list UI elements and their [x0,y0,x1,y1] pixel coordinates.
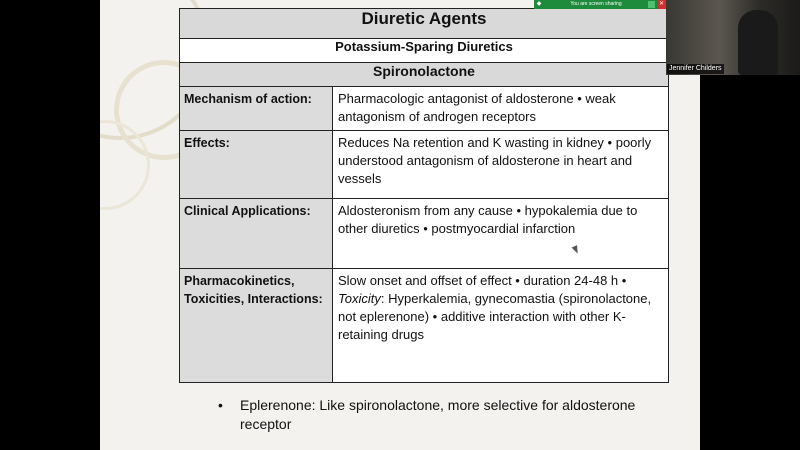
table-row [180,199,669,269]
right-letterbox [700,75,800,450]
row-label: Mechanism of action: [180,87,333,131]
row-label: Pharmacokinetics, Toxicities, Interactions: [180,269,333,383]
presentation-slide [100,0,700,450]
drug-table [179,8,669,383]
screen-share-bar[interactable] [534,0,666,9]
row-value: Pharmacologic antagonist of aldosterone • weak antagonism of androgen receptors [333,87,669,131]
bullet-text: Eplerenone: Like spironolactone, more selective for aldosterone receptor [240,397,636,432]
left-letterbox [0,0,100,450]
row-value: Reduces Na retention and K wasting in kidney • poorly understood antagonism of aldosterone in heart and vessels [333,131,669,199]
x-icon[interactable]: ✕ [658,1,665,7]
row-value-italic: Toxicity [338,291,381,306]
share-status-text: You are screen sharing [570,1,622,7]
table-row [180,87,669,131]
row-value-rest: : Hyperkalemia, gynecomastia (spironolactone, not eplerenone) • additive interaction with other K-retaining drugs [338,291,652,342]
slide-subtitle: Potassium-Sparing Diuretics [180,39,669,63]
row-value: Aldosteronism from any cause • hypokalemia due to other diuretics • postmyocardial infarction [333,199,669,269]
table-row [180,131,669,199]
share-options-button[interactable] [648,1,655,8]
row-value [333,269,669,383]
row-value-lead: Slow onset and offset of effect • duration 24-48 h • [338,273,627,288]
bullet-point [218,396,638,434]
slide-title: Diuretic Agents [180,9,669,39]
participant-silhouette [738,10,778,75]
drug-name: Spironolactone [180,63,669,87]
row-label: Clinical Applications: [180,199,333,269]
row-label: Effects: [180,131,333,199]
shield-icon: ◆ [536,1,542,7]
participant-video[interactable] [666,0,800,75]
table-row [180,269,669,383]
participant-name: Jennifer Childers [669,65,722,72]
bullet-marker: • [218,397,223,413]
